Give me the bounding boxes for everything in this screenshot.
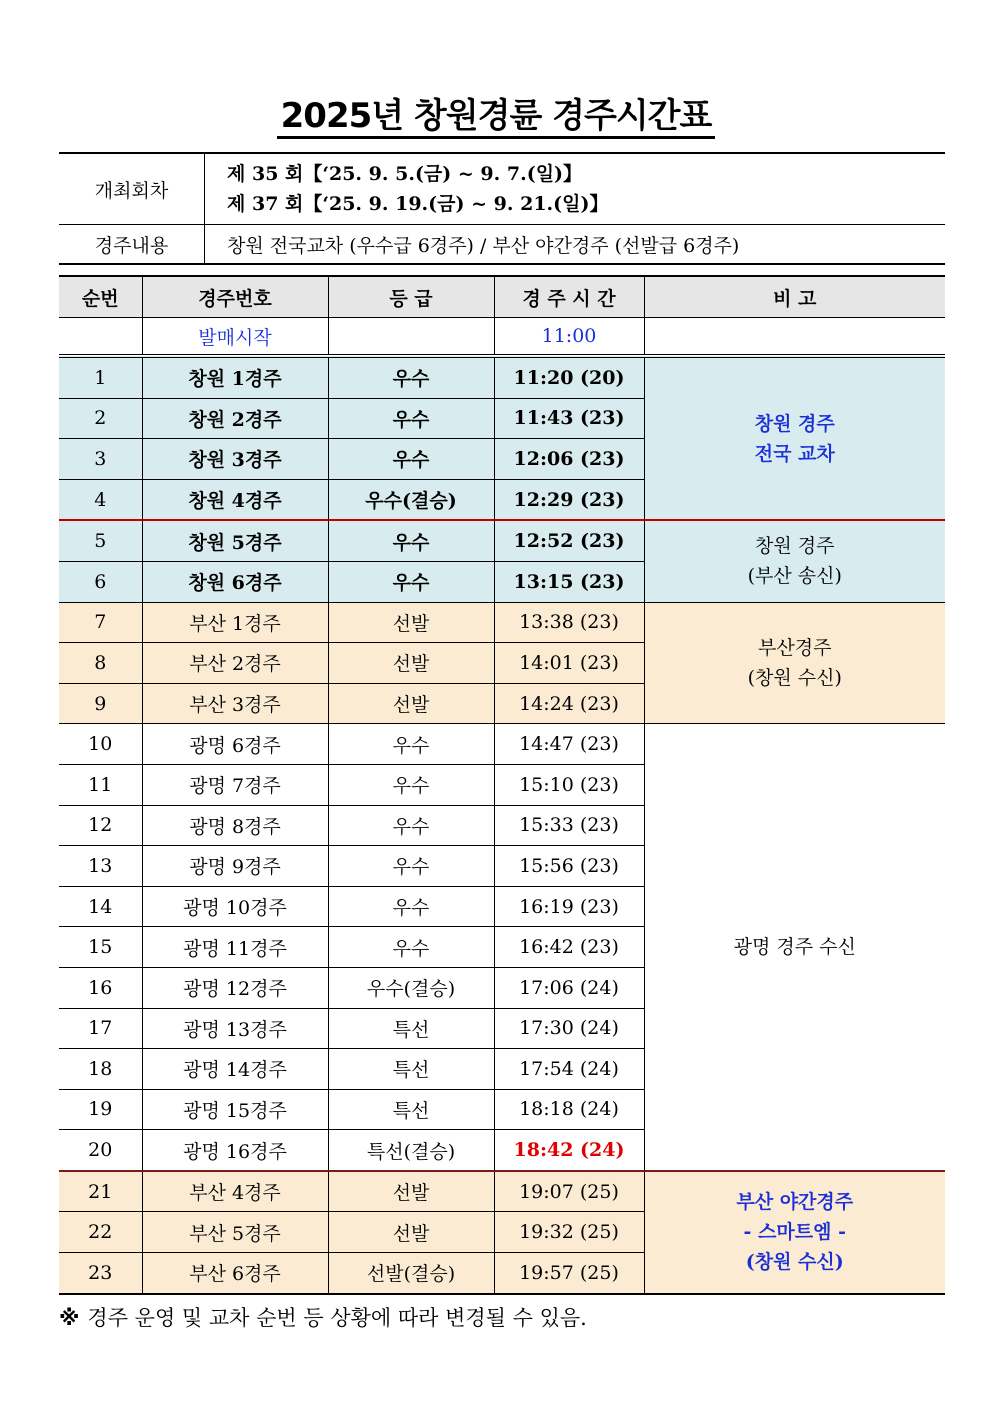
cell-race: 광명 7경주	[142, 764, 328, 805]
cell-grade: 특선	[328, 1049, 494, 1090]
cell-race: 광명 12경주	[142, 967, 328, 1008]
cell-time: 13:38 (23)	[494, 602, 644, 643]
cell-grade: 선발	[328, 1171, 494, 1212]
cell-time: 19:32 (25)	[494, 1212, 644, 1253]
cell-grade: 선발	[328, 1212, 494, 1253]
cell-race: 부산 1경주	[142, 602, 328, 643]
header-time: 경 주 시 간	[494, 276, 644, 318]
cell-no: 14	[59, 886, 142, 927]
cell-grade: 선발(결승)	[328, 1253, 494, 1294]
cell-no: 15	[59, 927, 142, 968]
cell-time: 17:54 (24)	[494, 1049, 644, 1090]
cell-grade: 우수(결승)	[328, 479, 494, 520]
cell-time: 15:33 (23)	[494, 805, 644, 846]
note-line: (창원 수신)	[747, 666, 842, 689]
cell-no: 11	[59, 764, 142, 805]
cell-time: 12:52 (23)	[494, 520, 644, 561]
cell-time: 18:18 (24)	[494, 1089, 644, 1130]
cell-race: 광명 15경주	[142, 1089, 328, 1130]
cell-no: 2	[59, 398, 142, 439]
cell-no: 12	[59, 805, 142, 846]
cell-race: 창원 1경주	[142, 356, 328, 398]
cell-race: 광명 9경주	[142, 846, 328, 887]
note-line: 부산경주	[758, 636, 832, 659]
header-race: 경주번호	[142, 276, 328, 318]
cell-race: 광명 10경주	[142, 886, 328, 927]
cell-no: 8	[59, 643, 142, 684]
footer-text: 경주 운영 및 교차 순번 등 상황에 따라 변경될 수 있음.	[87, 1306, 587, 1330]
cell-grade: 선발	[328, 602, 494, 643]
cell-time: 14:24 (23)	[494, 683, 644, 724]
cell-grade: 선발	[328, 643, 494, 684]
cell-grade: 우수	[328, 886, 494, 927]
cell-time: 11:43 (23)	[494, 398, 644, 439]
table-row	[59, 520, 945, 561]
footer-note	[59, 1302, 587, 1332]
cell-no: 19	[59, 1089, 142, 1130]
cell-race: 광명 8경주	[142, 805, 328, 846]
cell-race: 부산 5경주	[142, 1212, 328, 1253]
cell-no: 4	[59, 479, 142, 520]
cell-time: 17:06 (24)	[494, 967, 644, 1008]
cell-race: 창원 4경주	[142, 479, 328, 520]
header-no: 순번	[59, 276, 142, 318]
table-row	[59, 724, 945, 765]
cell-no: 3	[59, 439, 142, 480]
note-line: - 스마트엠 -	[743, 1221, 846, 1244]
cell-race: 광명 16경주	[142, 1130, 328, 1171]
table-row	[59, 356, 945, 398]
cell-race: 광명 6경주	[142, 724, 328, 765]
cell-time: 14:01 (23)	[494, 643, 644, 684]
content-value: 창원 전국교차 (우수급 6경주) / 부산 야간경주 (선발급 6경주)	[205, 225, 946, 265]
cell-grade: 우수	[328, 764, 494, 805]
cell-time: 16:42 (23)	[494, 927, 644, 968]
cell-race: 부산 6경주	[142, 1253, 328, 1294]
note-line: 광명 경주 수신	[733, 936, 856, 959]
cell-no: 7	[59, 602, 142, 643]
note-group-3	[644, 602, 945, 724]
cell-grade: 우수	[328, 927, 494, 968]
cell-no: 5	[59, 520, 142, 561]
cell-time: 15:56 (23)	[494, 846, 644, 887]
cell-no: 21	[59, 1171, 142, 1212]
session-info-table	[59, 152, 945, 265]
cell-grade: 우수	[328, 439, 494, 480]
note-group-2	[644, 520, 945, 602]
cell-time: 19:57 (25)	[494, 1253, 644, 1294]
cell-no: 17	[59, 1008, 142, 1049]
cell-grade: 우수	[328, 724, 494, 765]
note-group-5	[644, 1171, 945, 1294]
cell-race: 창원 5경주	[142, 520, 328, 561]
session-line-1: 제 35 회【‘25. 9. 5.(금) ~ 9. 7.(일)】	[227, 163, 583, 185]
cell-grade: 우수(결승)	[328, 967, 494, 1008]
cell-no: 10	[59, 724, 142, 765]
cell-no: 9	[59, 683, 142, 724]
cell-grade: 우수	[328, 356, 494, 398]
session-label: 개최회차	[59, 153, 205, 225]
sale-start-row	[59, 318, 945, 357]
cell-time: 16:19 (23)	[494, 886, 644, 927]
content-label: 경주내용	[59, 225, 205, 265]
cell-grade: 특선	[328, 1008, 494, 1049]
cell-time: 12:06 (23)	[494, 439, 644, 480]
cell-race: 광명 11경주	[142, 927, 328, 968]
table-row	[59, 602, 945, 643]
note-line: 부산 야간경주	[736, 1191, 854, 1214]
cell-race: 부산 2경주	[142, 643, 328, 684]
cell-no: 20	[59, 1130, 142, 1171]
cell-race: 창원 3경주	[142, 439, 328, 480]
cell-grade: 특선	[328, 1089, 494, 1130]
cell-time: 19:07 (25)	[494, 1171, 644, 1212]
cell-no: 13	[59, 846, 142, 887]
note-group-4	[644, 724, 945, 1171]
cell-no: 23	[59, 1253, 142, 1294]
cell-race: 부산 4경주	[142, 1171, 328, 1212]
cell-no: 22	[59, 1212, 142, 1253]
cell-grade: 우수	[328, 805, 494, 846]
race-schedule-table	[59, 275, 945, 1295]
cell-time: 13:15 (23)	[494, 561, 644, 602]
cell-time: 15:10 (23)	[494, 764, 644, 805]
cell-no: 16	[59, 967, 142, 1008]
note-line: (부산 송신)	[747, 565, 842, 588]
cell-race: 광명 13경주	[142, 1008, 328, 1049]
cell-time: 11:20 (20)	[494, 356, 644, 398]
cell-time-highlight: 18:42 (24)	[494, 1130, 644, 1171]
sale-start-label: 발매시작	[142, 318, 328, 357]
table-row	[59, 1171, 945, 1212]
header-note: 비 고	[644, 276, 945, 318]
reference-mark: ※	[59, 1306, 80, 1330]
note-group-1	[644, 356, 945, 520]
note-line: 창원 경주	[754, 412, 835, 435]
cell-grade: 우수	[328, 846, 494, 887]
note-line: 전국 교차	[754, 442, 835, 465]
cell-grade: 특선(결승)	[328, 1130, 494, 1171]
cell-grade: 우수	[328, 561, 494, 602]
note-line: 창원 경주	[755, 535, 835, 558]
cell-time: 14:47 (23)	[494, 724, 644, 765]
cell-race: 창원 6경주	[142, 561, 328, 602]
cell-grade: 선발	[328, 683, 494, 724]
header-grade: 등 급	[328, 276, 494, 318]
note-line: (창원 수신)	[745, 1251, 844, 1274]
cell-grade: 우수	[328, 520, 494, 561]
cell-time: 17:30 (24)	[494, 1008, 644, 1049]
cell-race: 광명 14경주	[142, 1049, 328, 1090]
cell-no: 6	[59, 561, 142, 602]
cell-race: 부산 3경주	[142, 683, 328, 724]
cell-race: 창원 2경주	[142, 398, 328, 439]
cell-time: 12:29 (23)	[494, 479, 644, 520]
session-line-2: 제 37 회【‘25. 9. 19.(금) ~ 9. 21.(일)】	[227, 193, 609, 215]
cell-grade: 우수	[328, 398, 494, 439]
cell-no: 1	[59, 356, 142, 398]
page-title: 2025년 창원경륜 경주시간표	[0, 88, 992, 137]
cell-no: 18	[59, 1049, 142, 1090]
sale-start-time: 11:00	[494, 318, 644, 357]
header-row	[59, 276, 945, 318]
